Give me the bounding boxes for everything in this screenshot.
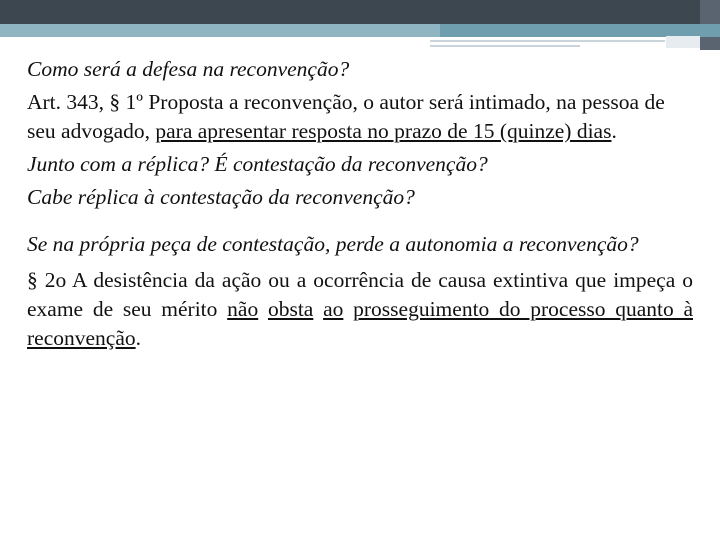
header-divider-block [666, 36, 700, 48]
question-autonomia: Se na própria peça de contestação, perde a autonomia a reconvenção? [27, 232, 639, 256]
article-343-underlined: para apresentar resposta no prazo de 15 (quinze) dias [155, 119, 612, 143]
paragraph-2 [27, 266, 693, 353]
question-defesa: Como será a defesa na reconvenção? [27, 57, 350, 81]
article-343-period: . [611, 119, 617, 143]
question-replica: Junto com a réplica? É contestação da reconvenção? [27, 152, 488, 176]
slide-body [27, 55, 693, 353]
article-343-paragraph [27, 88, 691, 146]
header-divider-line [430, 45, 580, 47]
paragraph-2-nao: não [227, 297, 259, 321]
paragraph-2-obsta: obsta [267, 297, 314, 321]
article-343-text: Art. 343, § 1º Proposta a reconvenção, o autor será intimado, na pessoa de seu advogado, [27, 90, 665, 143]
question-cabe-replica: Cabe réplica à contestação da reconvenção? [27, 185, 415, 209]
paragraph-2-underlined: prosseguimento do processo quanto à reconvenção [27, 297, 694, 350]
paragraph-2-period: . [135, 326, 141, 350]
header-divider-line [430, 40, 665, 42]
paragraph-2-text: § 2o A desistência da ação ou a ocorrência de causa extintiva que impeça o exame de seu mérito [27, 268, 693, 321]
paragraph-2-ao: ao [323, 297, 344, 321]
header-bar [0, 0, 720, 24]
